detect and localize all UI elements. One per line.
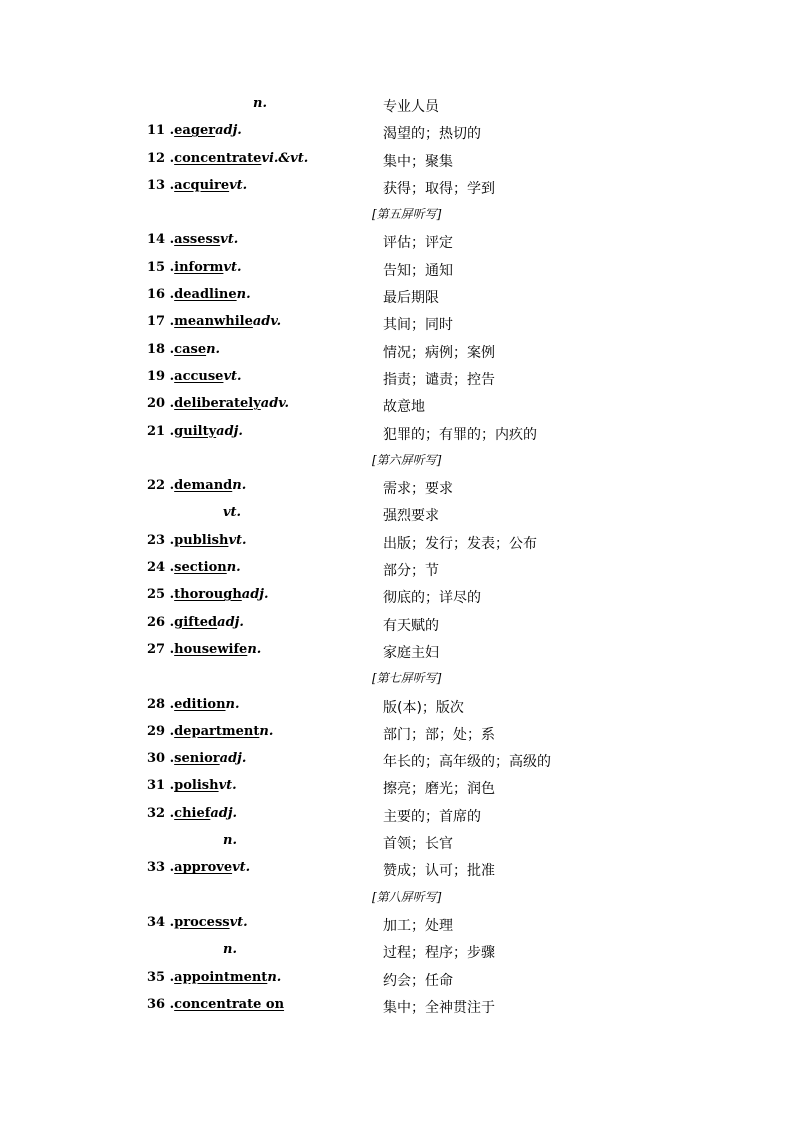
vocab-row	[0, 992, 794, 1019]
entry-word: guilty	[174, 423, 217, 439]
entry-number: 24 .	[147, 560, 175, 576]
chinese-meaning: 强烈要求	[383, 508, 439, 525]
part-of-speech: vt.	[228, 532, 247, 548]
chinese-meaning: 过程；程序；步骤	[383, 945, 495, 962]
entry-term	[147, 697, 240, 712]
section-header-row	[0, 664, 794, 691]
vocab-row	[0, 773, 794, 800]
entry-word: acquire	[174, 177, 230, 193]
entry-word: eager	[174, 123, 216, 139]
vocab-row	[0, 337, 794, 364]
section-label: [第五屏听写]	[372, 207, 442, 222]
chinese-meaning: 擦亮；磨光；润色	[383, 781, 495, 798]
entry-word: section	[174, 560, 227, 576]
part-of-speech: n.	[223, 942, 237, 958]
entry-number: 18 .	[147, 341, 175, 357]
entry-word: senior	[174, 751, 220, 767]
section-header-row	[0, 446, 794, 473]
part-of-speech: adv.	[252, 314, 282, 330]
entry-term	[147, 369, 242, 384]
part-of-speech: adj.	[216, 423, 243, 439]
entry-term	[147, 314, 281, 329]
part-of-speech: vt.	[223, 505, 242, 521]
vocab-row	[0, 937, 794, 964]
part-of-speech: vt.	[223, 259, 242, 275]
vocab-row	[0, 555, 794, 582]
section-header-row	[0, 883, 794, 910]
entry-number: 27 .	[147, 641, 175, 657]
part-of-speech: adj.	[217, 614, 244, 630]
vocab-row	[0, 500, 794, 527]
vocab-row	[0, 746, 794, 773]
part-of-speech: vt.	[232, 860, 251, 876]
entry-number: 30 .	[147, 751, 175, 767]
part-of-speech: adj.	[210, 805, 238, 821]
entry-word: demand	[174, 478, 233, 494]
entry-number: 34 .	[147, 914, 175, 930]
chinese-meaning: 主要的；首席的	[383, 808, 481, 825]
part-of-speech: n.	[226, 560, 241, 576]
vocab-row	[0, 255, 794, 282]
entry-number: 35 .	[147, 969, 175, 985]
part-of-speech: n.	[259, 723, 274, 739]
vocab-row	[0, 227, 794, 254]
chinese-meaning: 家庭主妇	[383, 644, 439, 661]
part-of-speech: n.	[267, 969, 282, 985]
entry-number: 32 .	[147, 805, 175, 821]
entry-word: department	[174, 723, 260, 739]
entry-term	[147, 806, 237, 821]
chinese-meaning: 犯罪的；有罪的；内疚的	[383, 426, 537, 443]
entry-term	[147, 778, 237, 793]
entry-term	[147, 970, 281, 985]
chinese-meaning: 约会；任命	[383, 972, 453, 989]
entry-number: 25 .	[147, 587, 175, 603]
entry-word: concentrate on	[174, 996, 285, 1012]
vocab-row	[0, 91, 794, 118]
vocab-row	[0, 828, 794, 855]
entry-number: 22 .	[147, 478, 175, 494]
entry-term	[147, 587, 269, 602]
entry-number: 19 .	[147, 368, 175, 384]
part-of-speech: adj.	[215, 123, 242, 139]
chinese-meaning: 集中；聚集	[383, 153, 453, 170]
part-of-speech: vi.&vt.	[261, 150, 309, 166]
part-of-speech: vt.	[223, 368, 242, 384]
entry-sub-pos	[223, 833, 237, 848]
section-header-row	[0, 200, 794, 227]
part-of-speech: vt.	[218, 778, 237, 794]
part-of-speech: n.	[225, 696, 240, 712]
vocab-row	[0, 419, 794, 446]
chinese-meaning: 年长的；高年级的；高级的	[383, 754, 551, 771]
entry-word: edition	[174, 696, 226, 712]
entry-word: publish	[174, 532, 229, 548]
entry-word: appointment	[174, 969, 268, 985]
vocab-row	[0, 801, 794, 828]
entry-number: 12 .	[147, 150, 175, 166]
part-of-speech: n.	[236, 287, 251, 303]
entry-number: 14 .	[147, 232, 175, 248]
chinese-meaning: 渴望的；热切的	[383, 126, 481, 143]
entry-term	[147, 724, 273, 739]
section-label: [第六屏听写]	[372, 452, 442, 467]
chinese-meaning: 部门；部；处；系	[383, 726, 495, 743]
section-label: [第八屏听写]	[372, 889, 442, 904]
entry-word: concentrate	[174, 150, 262, 166]
entry-word: process	[174, 914, 230, 930]
vocab-row	[0, 965, 794, 992]
vocab-row	[0, 692, 794, 719]
entry-term	[147, 178, 247, 193]
vocab-row	[0, 146, 794, 173]
chinese-meaning: 最后期限	[383, 290, 439, 307]
chinese-meaning: 有天赋的	[383, 617, 439, 634]
part-of-speech: n.	[223, 833, 237, 849]
part-of-speech: n.	[232, 478, 247, 494]
vocab-row	[0, 473, 794, 500]
entry-term	[147, 396, 289, 411]
vocab-row	[0, 173, 794, 200]
entry-number: 20 .	[147, 396, 175, 412]
part-of-speech: vt.	[229, 177, 248, 193]
entry-number: 16 .	[147, 287, 175, 303]
entry-number: 17 .	[147, 314, 175, 330]
part-of-speech: n.	[247, 641, 262, 657]
chinese-meaning: 出版；发行；发表；公布	[383, 535, 537, 552]
entry-term	[147, 860, 250, 875]
vocab-row	[0, 364, 794, 391]
entry-term	[147, 915, 248, 930]
part-of-speech: vt.	[220, 232, 239, 248]
entry-word: case	[174, 341, 207, 357]
entry-sub-pos	[253, 96, 267, 111]
entry-word: housewife	[174, 641, 248, 657]
vocabulary-list	[0, 91, 794, 1019]
section-label: [第七屏听写]	[372, 671, 442, 686]
entry-number: 26 .	[147, 614, 175, 630]
vocab-row	[0, 637, 794, 664]
entry-number: 13 .	[147, 177, 175, 193]
chinese-meaning: 故意地	[383, 399, 425, 416]
chinese-meaning: 集中；全神贯注于	[383, 999, 495, 1016]
entry-term	[147, 287, 251, 302]
vocab-row	[0, 855, 794, 882]
entry-number: 36 .	[147, 996, 175, 1012]
entry-word: inform	[174, 259, 224, 275]
chinese-meaning: 获得；取得；学到	[383, 180, 495, 197]
entry-word: deliberately	[174, 396, 261, 412]
entry-term	[147, 751, 246, 766]
entry-number: 11 .	[147, 123, 175, 139]
part-of-speech: n.	[206, 341, 221, 357]
vocab-row	[0, 610, 794, 637]
vocab-row	[0, 282, 794, 309]
chinese-meaning: 专业人员	[383, 99, 439, 115]
vocab-row	[0, 118, 794, 145]
part-of-speech: adj.	[219, 751, 247, 767]
entry-number: 21 .	[147, 423, 175, 439]
chinese-meaning: 加工；处理	[383, 917, 453, 934]
entry-word: polish	[174, 778, 219, 794]
entry-sub-pos	[223, 505, 241, 520]
entry-term	[147, 997, 284, 1012]
chinese-meaning: 彻底的；详尽的	[383, 590, 481, 607]
entry-term	[147, 424, 243, 439]
chinese-meaning: 评估；评定	[383, 235, 453, 252]
entry-word: approve	[174, 860, 233, 876]
entry-term	[147, 642, 261, 657]
entry-term	[147, 151, 308, 166]
vocab-row	[0, 910, 794, 937]
entry-term	[147, 478, 246, 493]
entry-term	[147, 615, 244, 630]
entry-word: thorough	[174, 587, 242, 603]
entry-word: deadline	[174, 287, 237, 303]
entry-term	[147, 123, 242, 138]
vocab-row	[0, 582, 794, 609]
entry-term	[147, 342, 220, 357]
part-of-speech: adv.	[260, 396, 290, 412]
chinese-meaning: 需求；要求	[383, 481, 453, 498]
part-of-speech: vt.	[229, 914, 248, 930]
vocab-row	[0, 719, 794, 746]
entry-number: 33 .	[147, 860, 175, 876]
entry-word: accuse	[174, 368, 224, 384]
entry-word: meanwhile	[174, 314, 253, 330]
chinese-meaning: 情况；病例；案例	[383, 344, 495, 361]
entry-word: chief	[174, 805, 211, 821]
chinese-meaning: 指责；谴责；控告	[383, 371, 495, 388]
chinese-meaning: 部分；节	[383, 563, 439, 580]
chinese-meaning: 首领；长官	[383, 836, 453, 853]
entry-sub-pos	[223, 942, 237, 957]
entry-term	[147, 560, 241, 575]
chinese-meaning: 赞成；认可；批准	[383, 863, 495, 880]
vocab-row	[0, 391, 794, 418]
entry-number: 29 .	[147, 723, 175, 739]
entry-term	[147, 533, 247, 548]
chinese-meaning: 其间；同时	[383, 317, 453, 334]
entry-term	[147, 232, 238, 247]
entry-number: 28 .	[147, 696, 175, 712]
entry-number: 31 .	[147, 778, 175, 794]
entry-number: 23 .	[147, 532, 175, 548]
entry-word: gifted	[174, 614, 218, 630]
vocab-row	[0, 309, 794, 336]
entry-word: assess	[174, 232, 221, 248]
part-of-speech: n.	[253, 96, 267, 111]
entry-number: 15 .	[147, 259, 175, 275]
entry-term	[147, 260, 242, 275]
chinese-meaning: 版(本)；版次	[383, 699, 464, 716]
vocab-row	[0, 528, 794, 555]
part-of-speech: adj.	[241, 587, 269, 603]
chinese-meaning: 告知；通知	[383, 262, 453, 279]
